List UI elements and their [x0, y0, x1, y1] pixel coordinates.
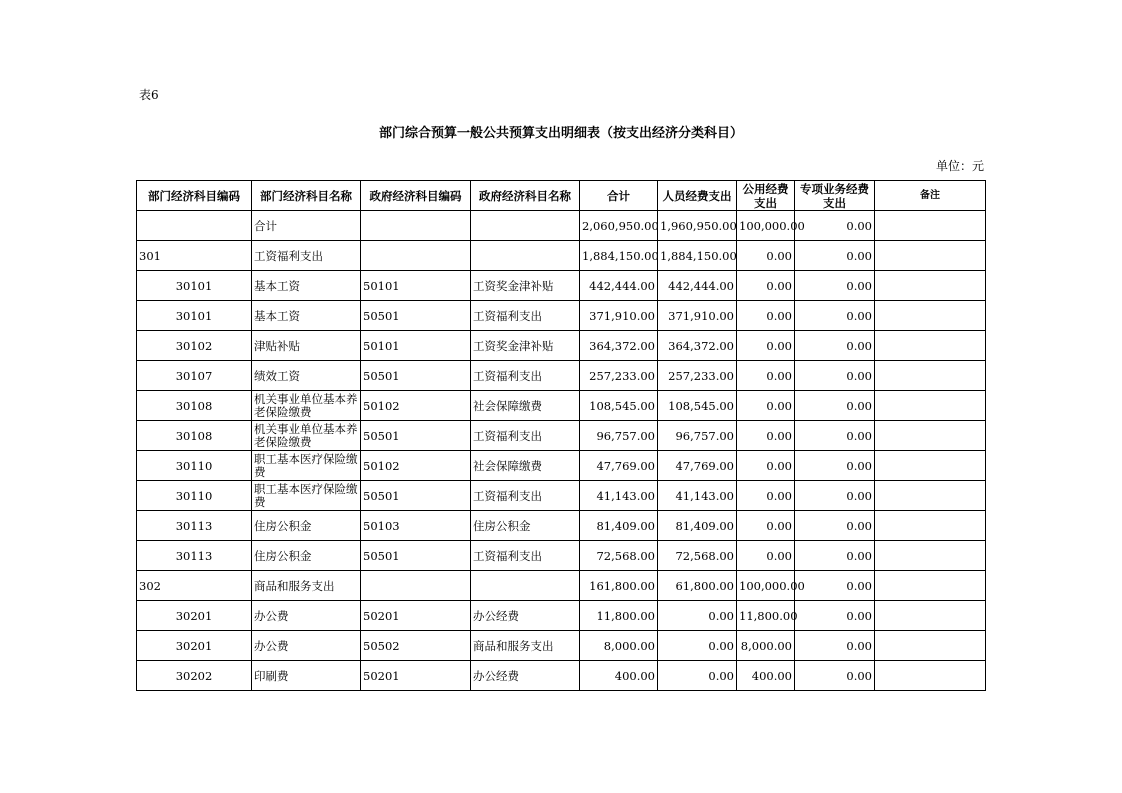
table-row	[137, 271, 986, 301]
cell-total: 442,444.00	[580, 271, 658, 301]
cell-total: 72,568.00	[580, 541, 658, 571]
cell-gov-code: 50101	[361, 331, 471, 361]
header-dept-name: 部门经济科目名称	[252, 181, 361, 211]
cell-total: 364,372.00	[580, 331, 658, 361]
cell-dept-name: 工资福利支出	[252, 241, 361, 271]
cell-special: 0.00	[795, 511, 875, 541]
cell-remark	[875, 361, 986, 391]
cell-gov-name	[471, 241, 580, 271]
table-row	[137, 391, 986, 421]
table-header	[137, 181, 986, 211]
cell-gov-name: 工资福利支出	[471, 481, 580, 511]
cell-remark	[875, 481, 986, 511]
cell-gov-code: 50201	[361, 661, 471, 691]
cell-dept-code: 302	[137, 571, 252, 601]
cell-public: 0.00	[737, 421, 795, 451]
cell-personnel: 41,143.00	[658, 481, 737, 511]
cell-remark	[875, 511, 986, 541]
cell-dept-code: 30108	[137, 391, 252, 421]
cell-total: 11,800.00	[580, 601, 658, 631]
cell-personnel: 257,233.00	[658, 361, 737, 391]
cell-dept-code: 30102	[137, 331, 252, 361]
cell-personnel: 442,444.00	[658, 271, 737, 301]
cell-gov-code: 50103	[361, 511, 471, 541]
cell-dept-code: 301	[137, 241, 252, 271]
table-row	[137, 361, 986, 391]
cell-gov-name: 工资福利支出	[471, 541, 580, 571]
cell-personnel: 96,757.00	[658, 421, 737, 451]
cell-dept-name: 合计	[252, 211, 361, 241]
cell-remark	[875, 211, 986, 241]
cell-dept-name: 津贴补贴	[252, 331, 361, 361]
header-personnel: 人员经费支出	[658, 181, 737, 211]
cell-dept-name: 办公费	[252, 601, 361, 631]
unit-label: 单位：元	[935, 159, 984, 173]
cell-gov-code: 50101	[361, 271, 471, 301]
header-row	[137, 181, 986, 211]
cell-gov-name: 工资福利支出	[471, 301, 580, 331]
header-gov-name: 政府经济科目名称	[471, 181, 580, 211]
cell-dept-code: 30108	[137, 421, 252, 451]
cell-dept-name: 商品和服务支出	[252, 571, 361, 601]
cell-gov-name: 工资奖金津补贴	[471, 271, 580, 301]
cell-dept-name: 机关事业单位基本养老保险缴费	[252, 421, 361, 451]
table-row	[137, 241, 986, 271]
cell-total: 108,545.00	[580, 391, 658, 421]
cell-remark	[875, 631, 986, 661]
cell-remark	[875, 271, 986, 301]
cell-personnel: 371,910.00	[658, 301, 737, 331]
cell-personnel: 1,884,150.00	[658, 241, 737, 271]
cell-dept-name: 绩效工资	[252, 361, 361, 391]
table-row	[137, 481, 986, 511]
cell-dept-code: 30101	[137, 271, 252, 301]
cell-dept-code: 30107	[137, 361, 252, 391]
cell-total: 47,769.00	[580, 451, 658, 481]
cell-total: 41,143.00	[580, 481, 658, 511]
cell-remark	[875, 451, 986, 481]
budget-expenditure-table	[136, 180, 986, 691]
cell-gov-name: 工资福利支出	[471, 361, 580, 391]
table-row	[137, 661, 986, 691]
cell-public: 400.00	[737, 661, 795, 691]
cell-total: 2,060,950.00	[580, 211, 658, 241]
cell-special: 0.00	[795, 421, 875, 451]
cell-public: 0.00	[737, 391, 795, 421]
cell-personnel: 108,545.00	[658, 391, 737, 421]
header-special: 专项业务经费支出	[795, 181, 875, 211]
cell-gov-code: 50102	[361, 451, 471, 481]
cell-dept-name: 住房公积金	[252, 511, 361, 541]
cell-total: 161,800.00	[580, 571, 658, 601]
cell-dept-code: 30113	[137, 511, 252, 541]
cell-public: 0.00	[737, 361, 795, 391]
cell-gov-name: 办公经费	[471, 661, 580, 691]
cell-remark	[875, 391, 986, 421]
cell-personnel: 72,568.00	[658, 541, 737, 571]
table-row	[137, 211, 986, 241]
cell-special: 0.00	[795, 601, 875, 631]
cell-gov-name: 工资奖金津补贴	[471, 331, 580, 361]
cell-dept-name: 职工基本医疗保险缴费	[252, 481, 361, 511]
cell-gov-name: 商品和服务支出	[471, 631, 580, 661]
cell-dept-code: 30201	[137, 631, 252, 661]
cell-personnel: 0.00	[658, 631, 737, 661]
cell-public: 0.00	[737, 511, 795, 541]
table-row	[137, 451, 986, 481]
cell-dept-name: 职工基本医疗保险缴费	[252, 451, 361, 481]
cell-gov-name: 住房公积金	[471, 511, 580, 541]
cell-dept-code: 30201	[137, 601, 252, 631]
cell-remark	[875, 541, 986, 571]
cell-public: 11,800.00	[737, 601, 795, 631]
table-row	[137, 601, 986, 631]
table-body	[137, 211, 986, 691]
cell-remark	[875, 571, 986, 601]
cell-personnel: 81,409.00	[658, 511, 737, 541]
cell-gov-name: 社会保障缴费	[471, 451, 580, 481]
cell-special: 0.00	[795, 271, 875, 301]
table-number-label: 表6	[139, 88, 159, 102]
cell-dept-code: 30110	[137, 481, 252, 511]
cell-public: 0.00	[737, 241, 795, 271]
cell-public: 100,000.00	[737, 211, 795, 241]
cell-special: 0.00	[795, 481, 875, 511]
cell-gov-code: 50501	[361, 481, 471, 511]
cell-gov-name: 社会保障缴费	[471, 391, 580, 421]
cell-special: 0.00	[795, 331, 875, 361]
cell-total: 8,000.00	[580, 631, 658, 661]
header-total: 合计	[580, 181, 658, 211]
cell-remark	[875, 241, 986, 271]
cell-special: 0.00	[795, 451, 875, 481]
table-row	[137, 301, 986, 331]
header-dept-code: 部门经济科目编码	[137, 181, 252, 211]
cell-dept-name: 基本工资	[252, 271, 361, 301]
cell-dept-code: 30202	[137, 661, 252, 691]
cell-special: 0.00	[795, 571, 875, 601]
cell-gov-code: 50501	[361, 301, 471, 331]
cell-dept-name: 住房公积金	[252, 541, 361, 571]
cell-dept-code: 30101	[137, 301, 252, 331]
cell-special: 0.00	[795, 241, 875, 271]
cell-total: 257,233.00	[580, 361, 658, 391]
cell-total: 81,409.00	[580, 511, 658, 541]
cell-total: 371,910.00	[580, 301, 658, 331]
cell-public: 8,000.00	[737, 631, 795, 661]
cell-dept-name: 基本工资	[252, 301, 361, 331]
cell-personnel: 47,769.00	[658, 451, 737, 481]
cell-public: 0.00	[737, 481, 795, 511]
cell-remark	[875, 301, 986, 331]
cell-special: 0.00	[795, 361, 875, 391]
cell-remark	[875, 421, 986, 451]
document-title: 部门综合预算一般公共预算支出明细表（按支出经济分类科目）	[378, 126, 743, 141]
cell-special: 0.00	[795, 541, 875, 571]
cell-gov-name: 工资福利支出	[471, 421, 580, 451]
table-row	[137, 571, 986, 601]
cell-gov-code	[361, 241, 471, 271]
table-row	[137, 511, 986, 541]
table-row	[137, 541, 986, 571]
cell-total: 400.00	[580, 661, 658, 691]
cell-special: 0.00	[795, 661, 875, 691]
table-row	[137, 421, 986, 451]
cell-gov-code: 50501	[361, 421, 471, 451]
cell-public: 0.00	[737, 331, 795, 361]
header-remark: 备注	[875, 181, 986, 211]
cell-personnel: 0.00	[658, 661, 737, 691]
cell-gov-code: 50501	[361, 541, 471, 571]
cell-dept-name: 办公费	[252, 631, 361, 661]
cell-public: 0.00	[737, 271, 795, 301]
cell-gov-code: 50201	[361, 601, 471, 631]
cell-remark	[875, 331, 986, 361]
cell-public: 0.00	[737, 451, 795, 481]
cell-total: 1,884,150.00	[580, 241, 658, 271]
cell-gov-code	[361, 571, 471, 601]
cell-gov-name	[471, 571, 580, 601]
cell-personnel: 61,800.00	[658, 571, 737, 601]
header-gov-code: 政府经济科目编码	[361, 181, 471, 211]
cell-total: 96,757.00	[580, 421, 658, 451]
cell-remark	[875, 601, 986, 631]
cell-dept-code: 30113	[137, 541, 252, 571]
cell-public: 0.00	[737, 541, 795, 571]
cell-special: 0.00	[795, 631, 875, 661]
table-row	[137, 631, 986, 661]
cell-public: 0.00	[737, 301, 795, 331]
cell-gov-code: 50501	[361, 361, 471, 391]
header-public: 公用经费支出	[737, 181, 795, 211]
cell-special: 0.00	[795, 211, 875, 241]
cell-special: 0.00	[795, 301, 875, 331]
cell-gov-name	[471, 211, 580, 241]
cell-dept-name: 印刷费	[252, 661, 361, 691]
cell-remark	[875, 661, 986, 691]
cell-gov-code: 50502	[361, 631, 471, 661]
cell-personnel: 1,960,950.00	[658, 211, 737, 241]
cell-gov-code: 50102	[361, 391, 471, 421]
cell-gov-name: 办公经费	[471, 601, 580, 631]
cell-dept-code	[137, 211, 252, 241]
cell-personnel: 364,372.00	[658, 331, 737, 361]
cell-dept-code: 30110	[137, 451, 252, 481]
cell-personnel: 0.00	[658, 601, 737, 631]
cell-gov-code	[361, 211, 471, 241]
table-row	[137, 331, 986, 361]
cell-special: 0.00	[795, 391, 875, 421]
cell-dept-name: 机关事业单位基本养老保险缴费	[252, 391, 361, 421]
cell-public: 100,000.00	[737, 571, 795, 601]
